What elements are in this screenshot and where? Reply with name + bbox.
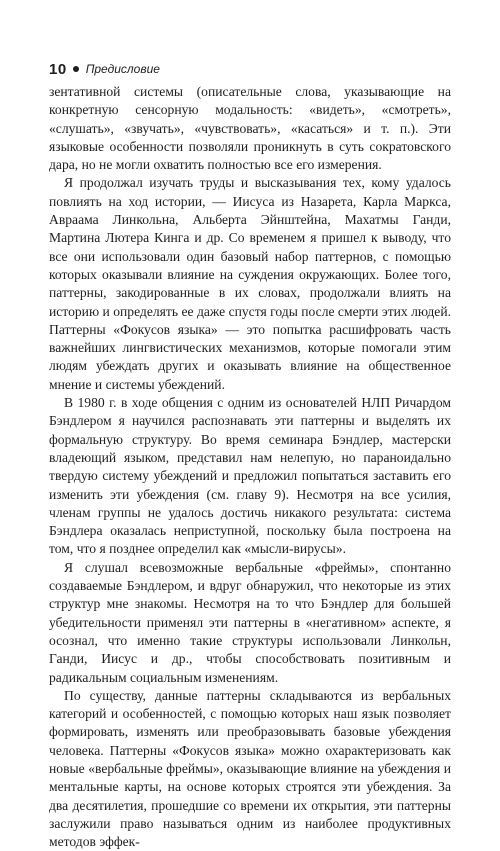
paragraph: В 1980 г. в ходе общения с одним из основателей НЛП Ричардом Бэндлером я научился распознавать эти паттерны и выделять их формальную структуру. Во время семинара Бэндлер, мастерски владеющий языком, представил нам нелепую, но параноидально твердую систему убеждений и предложил попытаться заставить его изменить эти убеждения (см. главу 9). Несмотря на все усилия, членам группы не удалось достичь никакого результата: система Бэндлера оказалась неприступной, поскольку была построена на том, что я позднее определил как «мысли-вирусы». bbox=[49, 395, 451, 557]
body-text bbox=[49, 83, 451, 851]
paragraph: зентативной системы (описательные слова, указывающие на конкретную сенсорную модальность: «видеть», «смотреть», «слушать», «звучать», «чувствовать», «касаться» и т. п.). Эти языковые особенности позволяли проникнуть в суть сократовского дара, но не могли охватить полностью все его измерения. bbox=[49, 84, 451, 173]
book-page bbox=[49, 59, 451, 851]
running-head bbox=[49, 59, 451, 79]
section-title: Предисловие bbox=[85, 62, 160, 76]
paragraph: По существу, данные паттерны складываются из вербальных категорий и особенностей, с помощью которых наш язык позволяет формировать, изменять или преобразовывать базовые убеждения человека. Паттерны «Фокусов языка» можно охарактеризовать как новые «вербальные фреймы», оказывающие влияние на убеждения и ментальные карты, на основе которых строятся эти убеждения. За два десятилетия, прошедшие со времени их открытия, эти паттерны заслужили право называться одним из наиболее продуктивных методов эффек- bbox=[49, 687, 451, 850]
paragraph: Я слушал всевозможные вербальные «фреймы», спонтанно создаваемые Бэндлером, и вдруг обнаружил, что некоторые из этих структур мне знакомы. Несмотря на то что Бэндлер для большей убедительности применял эти паттерны в «негативном» аспекте, я осознал, что именно такие структуры использовали Линкольн, Ганди, Иисус и др., чтобы способствовать позитивным и радикальным социальным изменениям. bbox=[49, 559, 451, 685]
paragraph: Я продолжал изучать труды и высказывания тех, кому удалось повлиять на ход истории, — Иисуса из Назарета, Карла Маркса, Авраама Линкольна, Альберта Эйнштейна, Махатмы Ганди, Мартина Лютера Кинга и др. Со временем я пришел к выводу, что все они использовали один базовый набор паттернов, с помощью которых оказывали влияние на суждения окружающих. Более того, паттерны, закодированные в их словах, продолжали влиять на историю и определять ее даже спустя годы после смерти этих людей. Паттерны «Фокусов языка» — это попытка расшифровать часть важнейших лингвистических механизмов, которые помогали этим людям убеждать других и оказывать влияние на общественное мнение и системы убеждений. bbox=[49, 175, 451, 392]
page-number: 10 bbox=[49, 60, 67, 78]
bullet-icon bbox=[73, 66, 79, 72]
